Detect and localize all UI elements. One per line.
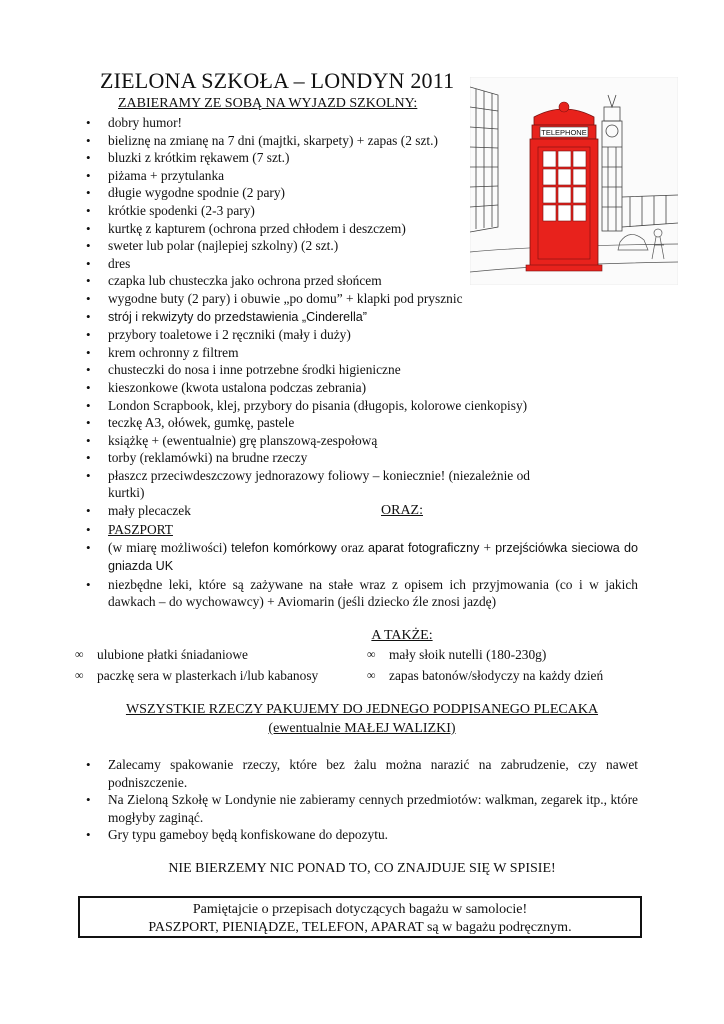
list-item: • długie wygodne spodnie (2 pary) [86, 184, 546, 202]
list-item: • mały plecaczek [86, 502, 546, 520]
list-item: • London Scrapbook, klej, przybory do pisania (długopis, kolorowe cienkopisy) [86, 397, 546, 415]
list-item: ∞ ulubione płatki śniadaniowe [75, 644, 318, 665]
list-item: • Zalecamy spakowanie rzeczy, które bez żalu można narazić na zabrudzenie, czy nawet podniszczenie. [86, 756, 638, 791]
list-item: • książkę + (ewentualnie) grę planszową-zespołową [86, 432, 546, 450]
takze-heading: A TAKŻE: [371, 628, 433, 643]
luggage-reminder-box [78, 896, 642, 938]
takze-list-left [75, 644, 318, 686]
reminder-line1: Pamiętajcie o przepisach dotyczących bagażu w samolocie! [192, 902, 528, 917]
phone-line-part: oraz [336, 539, 369, 555]
list-item [86, 521, 638, 539]
list-item: • Na Zieloną Szkołę w Londynie nie zabieramy cennych przedmiotów: walkman, zegarek itp., które mogłyby zaginąć. [86, 791, 638, 826]
list-item: • Gry typu gameboy będą konfiskowane do depozytu. [86, 826, 638, 844]
reminder-line2: PASZPORT, PIENIĄDZE, TELEFON, APARAT są w bagażu podręcznym. [148, 920, 572, 935]
phone-line-bold: telefon komórkowy [231, 540, 337, 555]
list-item: • bluzki z krótkim rękawem (7 szt.) [86, 149, 546, 167]
pack-heading-line2: (ewentualnie MAŁEJ WALIZKI) [268, 721, 456, 736]
phone-line-part: (w miarę możliwości) [108, 539, 232, 555]
list-item: • przybory toaletowe i 2 ręczniki (mały i duży) [86, 326, 546, 344]
passport-text: PASZPORT [108, 522, 173, 537]
phone-line-bold: aparat fotograficzny [368, 540, 480, 555]
pack-heading-line1: WSZYSTKIE RZECZY PAKUJEMY DO JEDNEGO PODPISANEGO PLECAKA [125, 702, 599, 717]
telephone-sign: TELEPHONE [541, 128, 587, 137]
costume-item-text: strój i rekwizyty do przedstawienia „Cinderella” [108, 309, 367, 324]
list-item: • wygodne buty (2 pary) i obuwie „po domu” + klapki pod prysznic [86, 290, 546, 308]
no-more-notice: NIE BIERZEMY NIC PONAD TO, CO ZNAJDUJE SIĘ W SPISIE! [168, 861, 556, 876]
list-item: ∞ zapas batonów/słodyczy na każdy dzień [367, 665, 603, 686]
list-item: • krótkie spodenki (2-3 pary) [86, 202, 546, 220]
list-item: • dres [86, 255, 546, 273]
list-item: • kurtkę z kapturem (ochrona przed chłodem i deszczem) [86, 220, 546, 238]
list-item: • bieliznę na zmianę na 7 dni (majtki, skarpety) + zapas (2 szt.) [86, 132, 546, 150]
list-item: • czapka lub chusteczka jako ochrona przed słońcem [86, 272, 546, 290]
list-item: ∞ mały słoik nutelli (180-230g) [367, 644, 603, 665]
list-item: • sweter lub polar (najlepiej szkolny) (2 szt.) [86, 237, 546, 255]
packing-list [86, 114, 546, 520]
list-item: ∞ paczkę sera w plasterkach i/lub kabanosy [75, 665, 318, 686]
takze-list-right [367, 644, 603, 686]
list-item: • płaszcz przeciwdeszczowy jednorazowy foliowy – koniecznie! (niezależnie od kurtki) [86, 467, 546, 502]
list-item: • teczkę A3, ołówek, gumkę, pastele [86, 414, 546, 432]
list-item: • niezbędne leki, które są zażywane na stałe wraz z opisem ich przyjmowania (co i w jakich dawkach – do wychowawcy) + Aviomarin (jeśli dziecko źle znosi jazdę) [86, 576, 638, 611]
page-title: ZIELONA SZKOŁA – LONDYN 2011 [100, 68, 455, 93]
oraz-heading: ORAZ: [381, 503, 423, 518]
list-item [86, 308, 546, 327]
list-item: • krem ochronny z filtrem [86, 344, 546, 362]
list-item: • chusteczki do nosa i inne potrzebne środki higieniczne [86, 361, 546, 379]
list-item: • kieszonkowe (kwota ustalona podczas zebrania) [86, 379, 546, 397]
notes-list [86, 756, 638, 844]
page-subtitle: ZABIERAMY ZE SOBĄ NA WYJAZD SZKOLNY: [118, 96, 418, 111]
phone-line-bold: przejściówka sieciowa do gniazda UK [108, 540, 638, 574]
list-item [86, 539, 638, 576]
oraz-list [86, 521, 638, 611]
list-item: • torby (reklamówki) na brudne rzeczy [86, 449, 546, 467]
pack-heading [80, 700, 644, 738]
phone-line-part: + [479, 539, 496, 555]
list-item: • dobry humor! [86, 114, 546, 132]
list-item: • piżama + przytulanka [86, 167, 546, 185]
